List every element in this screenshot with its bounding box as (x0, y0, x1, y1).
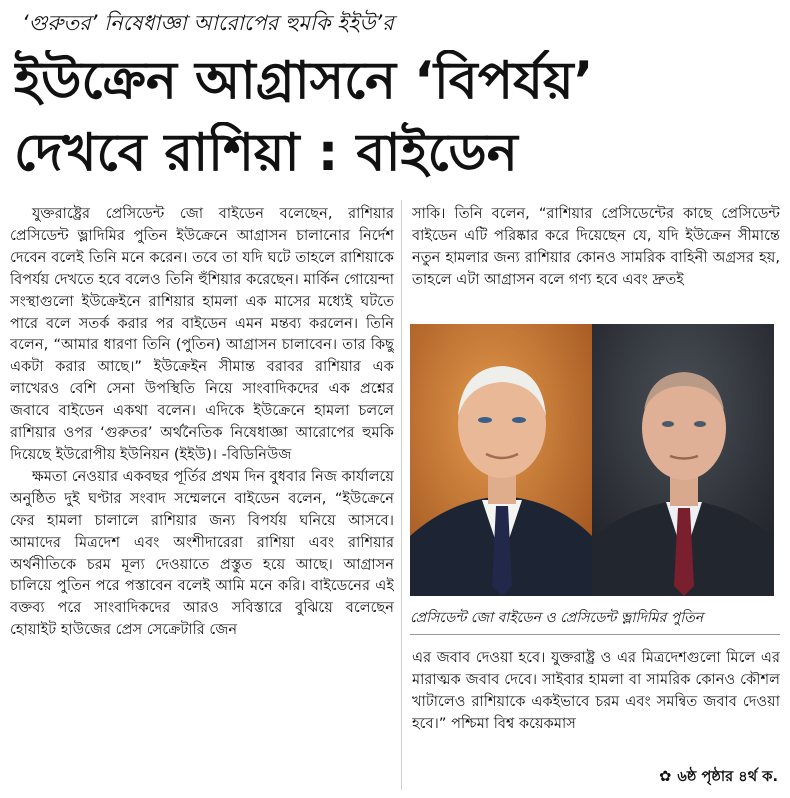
paragraph: এর জবাব দেওয়া হবে। যুক্তরাষ্ট্র ও এর মিত্রদেশগুলো মিলে এর মারাত্মক জবাব দেবে। সাইবার হামলা বা সামরিক কোনও কৌশল খাটালেও রাশিয়াকে একইভাবে চরম এবং সমন্বিত জবাব দেওয়া হবে।” পশ্চিমা বিশ্ব কয়েকমাস (412, 649, 780, 732)
flower-bullet-icon: ✿ (659, 768, 672, 785)
column-divider (401, 200, 402, 790)
headline-line-1: ইউক্রেন আগ্রাসনে ‘বিপর্যয়’ (14, 51, 594, 111)
article-body-right-top (412, 203, 780, 313)
continued-note (659, 766, 778, 788)
kicker-line: ‘গুরুতর’ নিষেধাজ্ঞা আরোপের হুমকি ইইউ’র (22, 11, 394, 35)
article-body-right-bottom (412, 647, 780, 771)
news-photo (410, 324, 774, 596)
paragraph: ক্ষমতা নেওয়ার একবছর পূর্তির প্রথম দিন বুধবার নিজ কার্যালয়ে অনুষ্ঠিত দুই ঘণ্টার সংবাদ সম্মেলনে বাইডেন বলেন, “ইউক্রেনে ফের হামলা চালালে রাশিয়ার জন্য বিপর্যয় ঘনিয়ে আসবে। আমাদের মিত্রদেশ এবং অংশীদারেরা রাশিয়া এবং রাশিয়ার অর্থনীতিকে চরম মূল্য দেওয়াতে প্রস্তুত হয়ে আছে। আগ্রাসন চালিয়ে পুতিন পরে পস্তাবেন বলেই আমি মনে করি। বাইডেনের এই বক্তব্য পরে সাংবাদিকদের আরও সবিস্তারে বুঝিয়ে বলেছেন হোয়াইট হাউজের প্রেস সেক্রেটারি জেন (10, 467, 394, 639)
paragraph: যুক্তরাষ্ট্রের প্রেসিডেন্ট জো বাইডেন বলেছেন, রাশিয়ার প্রেসিডেন্ট ভ্লাদিমির পুতিন ইউক্রেনে আগ্রাসন চালানোর নির্দেশ দেবেন বলেই তিনি মনে করেন। তবে তা যদি ঘটে তাহলে রাশিয়াকে বিপর্যয় দেখতে হবে বলেও তিনি হুঁশিয়ার করেছেন। মার্কিন গোয়েন্দা সংস্থাগুলো ইউক্রেইনে রাশিয়ার হামলা এক মাসের মধ্যেই ঘটতে পারে বলে সতর্ক করার পর বাইডেন এমন মন্তব্য করলেন। তিনি বলেন, “আমার ধারণা তিনি (পুতিন) আগ্রাসন চালাবেন। তার কিছু একটা করার আছে।” ইউক্রেইন সীমান্ত বরাবর রাশিয়ার এক লাখেরও বেশি সেনা উপস্থিতি নিয়ে সাংবাদিকদের এক প্রশ্নের জবাবে বাইডেন একথা বলেন। এদিকে ইউক্রেনে হামলা চললে রাশিয়ার ওপর ‘গুরুতর’ অর্থনৈতিক নিষেধাজ্ঞা আরোপের হুমকি দিয়েছে ইউরোপীয় ইউনিয়ন (ইইউ)। -বিডিনিউজ (10, 205, 394, 463)
continued-text: ৬ষ্ঠ পৃষ্ঠার ৪র্থ ক. (677, 768, 778, 785)
headline-line-2: দেখবে রাশিয়া : বাইডেন (14, 123, 518, 183)
photo-caption: প্রেসিডেন্ট জো বাইডেন ও প্রেসিডেন্ট ভ্লাদিমির পুতিন (410, 610, 704, 626)
caption-rule (410, 634, 780, 635)
article-body-left (10, 203, 394, 793)
biden-portrait (410, 324, 592, 596)
putin-portrait (592, 324, 774, 596)
paragraph: সাকি। তিনি বলেন, “রাশিয়ার প্রেসিডেন্টের কাছে প্রেসিডেন্ট বাইডেন এটি পরিষ্কার করে দিয়েছেন যে, যদি ইউক্রেন সীমান্তে নতুন হামলার জন্য রাশিয়ার কোনও সামরিক বাহিনী অগ্রসর হয়, তাহলে এটা আগ্রাসন বলে গণ্য হবে এবং দ্রুতই (412, 205, 780, 288)
